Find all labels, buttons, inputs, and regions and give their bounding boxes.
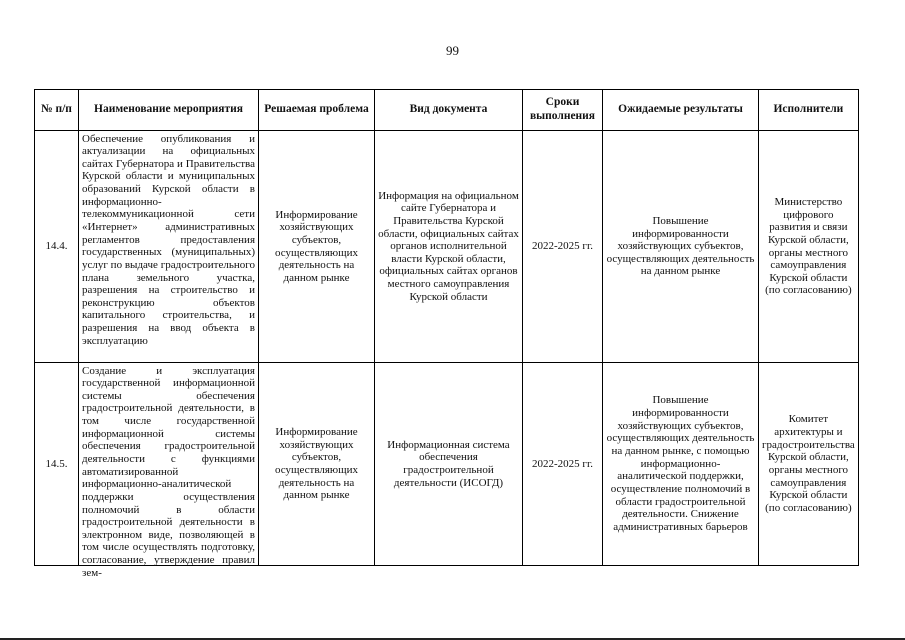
row-deadline: 2022-2025 гг. — [523, 363, 603, 566]
row-result: Повышение информированности хозяйствующих субъектов, осуществляющих деятельность на данном рынке — [603, 131, 759, 363]
row-executors: Министерство цифрового развития и связи Курской области, органы местного самоуправления Курской области (по согласованию) — [759, 131, 859, 363]
header-deadline: Сроки выполнения — [523, 90, 603, 131]
table-row — [35, 131, 859, 363]
plan-table — [34, 89, 859, 579]
header-num: № п/п — [35, 90, 79, 131]
row-result: Повышение информированности хозяйствующих субъектов, осуществляющих деятельность на данном рынке, с помощью информационно-аналитической поддержки, осуществление полномочий в области градостроительной деятельности. Снижение административных барьеров — [603, 363, 759, 566]
header-name: Наименование мероприятия — [79, 90, 259, 131]
row-document: Информационная система обеспечения градостроительной деятельности (ИСОГД) — [375, 363, 523, 566]
row-num: 14.5. — [35, 363, 79, 566]
table-row — [35, 363, 859, 566]
row-name — [79, 131, 259, 363]
row-name-text: Создание и эксплуатация государственной информационной системы обеспечения градостроительной деятельности, в том числе государственной информационной системы обеспечения градостроительной деятельности с функциями автоматизированной информационно-аналитической поддержки осуществления полномочий в области градостроительной деятельности в электронном виде, позволяющей в том числе осуществлять подготовку, согласование, утверждение правил зем- — [82, 364, 255, 579]
header-executors: Исполнители — [759, 90, 859, 131]
header-problem: Решаемая проблема — [259, 90, 375, 131]
header-document: Вид документа — [375, 90, 523, 131]
row-name — [79, 363, 259, 579]
page-number: 99 — [446, 43, 459, 58]
row-num: 14.4. — [35, 131, 79, 363]
row-name-text: Обеспечение опубликования и актуализации на официальных сайтах Губернатора и Правительства Курской области и муниципальных образований Курской области в информационно-телекоммуникационной сети «Интернет» административных регламентов предоставления государственных (муниципальных) услуг по выдаче градостроительного плана земельного участка, разрешения на строительство и реконструкцию объектов капитального строительства, и разрешения на ввод объекта в эксплуатацию — [82, 132, 255, 347]
row-problem: Информирование хозяйствующих субъектов, осуществляющих деятельность на данном рынке — [259, 363, 375, 566]
header-row — [35, 90, 859, 131]
header-result: Ожидаемые результаты — [603, 90, 759, 131]
row-document: Информация на официальном сайте Губернатора и Правительства Курской области, официальных сайтах органов исполнительной власти Курской области, официальных сайтах органов местного самоуправления Курской области — [375, 131, 523, 363]
row-problem: Информирование хозяйствующих субъектов, осуществляющих деятельность на данном рынке — [259, 131, 375, 363]
row-deadline: 2022-2025 гг. — [523, 131, 603, 363]
row-executors: Комитет архитектуры и градостроительства Курской области, органы местного самоуправления Курской области (по согласованию) — [759, 363, 859, 566]
